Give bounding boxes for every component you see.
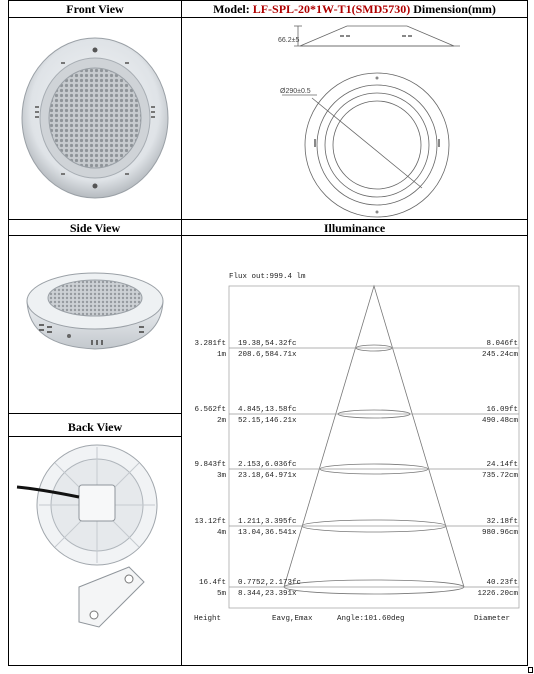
height-ft-label: 16.4ft (198, 579, 226, 587)
illuminance-lx-value: 52.15,146.21x (238, 417, 297, 425)
height-m-label: 2m (216, 417, 226, 425)
diameter-cm-value: 1226.20cm (477, 590, 518, 598)
illuminance-lx-value: 13.04,36.541x (238, 529, 297, 537)
side-view-image (9, 236, 181, 413)
illuminance-header: Illuminance (323, 221, 386, 235)
footer-height: Height (194, 615, 222, 623)
spec-sheet-table (8, 0, 528, 666)
model-prefix: Model: (213, 2, 253, 16)
side-view-header: Side View (69, 221, 121, 235)
diameter-ft-value: 8.046ft (486, 340, 518, 348)
model-dimension-header (182, 1, 527, 17)
diameter-ft-value: 40.23ft (486, 579, 518, 587)
diameter-dimension-label: Ø290±0.5 (280, 88, 311, 95)
front-view-image (9, 18, 181, 219)
height-m-label: 5m (216, 590, 226, 598)
height-m-label: 1m (216, 351, 226, 359)
height-ft-label: 6.562ft (194, 406, 226, 414)
diameter-cm-value: 735.72cm (481, 472, 518, 480)
height-ft-label: 3.281ft (194, 340, 226, 348)
corner-marker (528, 667, 533, 673)
illuminance-lx-value: 208.6,584.71x (238, 351, 297, 359)
height-ft-label: 9.843ft (194, 461, 226, 469)
dimension-drawing (182, 18, 527, 219)
front-view-header: Front View (66, 2, 124, 16)
footer-angle: Angle:101.60deg (337, 615, 405, 623)
illuminance-fc-value: 0.7752,2.173fc (238, 579, 302, 587)
illuminance-chart (182, 236, 527, 665)
beam-cone (284, 286, 464, 587)
height-dimension-label: 66.2±5 (278, 37, 300, 44)
illuminance-fc-value: 1.211,3.395fc (238, 518, 297, 526)
footer-diameter: Diameter (474, 615, 511, 623)
back-view-header: Back View (67, 420, 123, 434)
flux-label: Flux out:999.4 lm (229, 273, 306, 281)
illuminance-lx-value: 8.344,23.391x (238, 590, 297, 598)
diameter-cm-value: 245.24cm (481, 351, 518, 359)
row-divider (9, 413, 181, 414)
model-suffix: Dimension(mm) (410, 2, 496, 16)
diameter-ft-value: 32.18ft (486, 518, 518, 526)
diameter-cm-value: 490.48cm (481, 417, 518, 425)
height-ft-label: 13.12ft (194, 518, 226, 526)
illuminance-fc-value: 2.153,6.036fc (238, 461, 297, 469)
diameter-ft-value: 16.09ft (486, 406, 518, 414)
model-name: LF-SPL-20*1W-T1(SMD5730) (252, 2, 411, 16)
height-m-label: 3m (216, 472, 226, 480)
diameter-cm-value: 980.96cm (481, 529, 518, 537)
footer-eavg: Eavg,Emax (272, 615, 313, 623)
height-m-label: 4m (216, 529, 226, 537)
illuminance-lx-value: 23.18,64.971x (238, 472, 297, 480)
back-view-image (9, 437, 181, 665)
chart-frame (229, 286, 519, 608)
illuminance-fc-value: 19.38,54.32fc (238, 340, 297, 348)
diameter-ft-value: 24.14ft (486, 461, 518, 469)
illuminance-fc-value: 4.845,13.58fc (238, 406, 297, 414)
